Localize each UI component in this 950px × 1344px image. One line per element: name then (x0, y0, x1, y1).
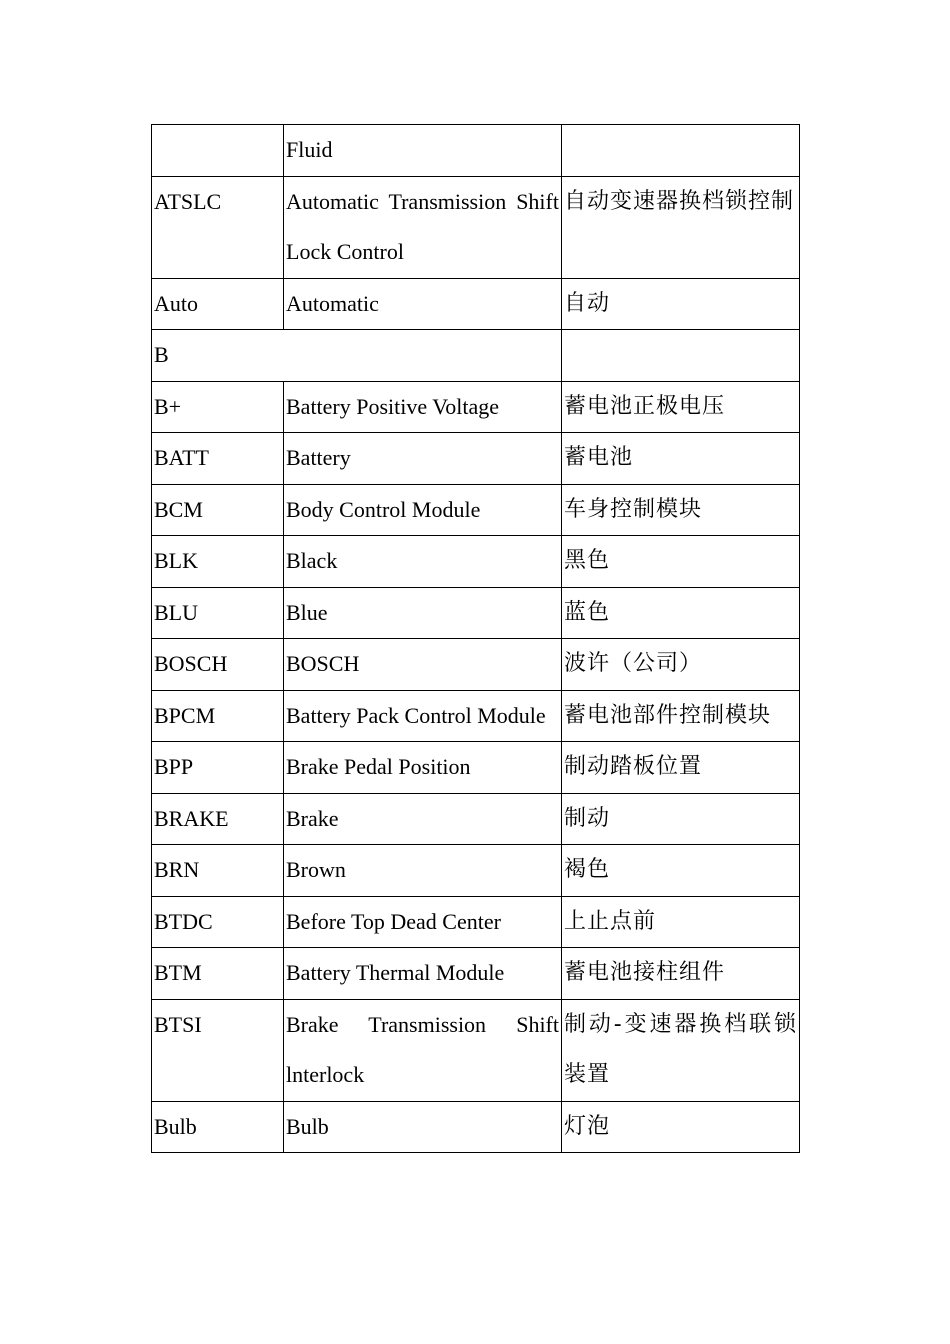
abbreviation-cell: BOSCH (152, 639, 284, 691)
english-term-cell: Brake Transmission Shift lnterlock (284, 999, 562, 1101)
table-row (152, 587, 800, 639)
abbreviation-cell: BRN (152, 845, 284, 897)
english-term-cell: Automatic (284, 278, 562, 330)
chinese-term-cell: 蓄电池 (562, 433, 800, 485)
table-row (152, 433, 800, 485)
chinese-term-cell: 制动踏板位置 (562, 742, 800, 794)
english-term-cell: Black (284, 536, 562, 588)
chinese-term-cell (562, 330, 800, 382)
chinese-term-cell: 制动-变速器换档联锁装置 (562, 999, 800, 1101)
chinese-term-cell: 自动 (562, 278, 800, 330)
abbreviation-cell: BTM (152, 948, 284, 1000)
table-row (152, 125, 800, 177)
english-term-cell: Brown (284, 845, 562, 897)
abbreviation-cell: BPP (152, 742, 284, 794)
section-header-row (152, 330, 800, 382)
chinese-term-cell (562, 125, 800, 177)
english-term-cell: Brake Pedal Position (284, 742, 562, 794)
abbreviation-cell: BATT (152, 433, 284, 485)
abbreviation-cell: BLK (152, 536, 284, 588)
english-term-cell: Battery Pack Control Module (284, 690, 562, 742)
table-row (152, 845, 800, 897)
chinese-term-cell: 黑色 (562, 536, 800, 588)
english-term-cell: Battery (284, 433, 562, 485)
abbreviation-cell: Bulb (152, 1101, 284, 1153)
english-term-cell: Automatic Transmission Shift Lock Control (284, 176, 562, 278)
table-row (152, 999, 800, 1101)
english-term-cell: Blue (284, 587, 562, 639)
chinese-term-cell: 蓝色 (562, 587, 800, 639)
abbreviation-cell: ATSLC (152, 176, 284, 278)
table-row (152, 742, 800, 794)
chinese-term-cell: 蓄电池正极电压 (562, 381, 800, 433)
chinese-term-cell: 波许（公司） (562, 639, 800, 691)
english-term-cell: Battery Positive Voltage (284, 381, 562, 433)
english-term-cell: Brake (284, 793, 562, 845)
section-letter-cell: B (152, 330, 562, 382)
chinese-term-cell: 蓄电池部件控制模块 (562, 690, 800, 742)
table-row (152, 484, 800, 536)
table-row (152, 381, 800, 433)
table-row (152, 896, 800, 948)
abbreviation-cell: B+ (152, 381, 284, 433)
abbreviation-cell: BLU (152, 587, 284, 639)
table-row (152, 690, 800, 742)
english-term-cell: Before Top Dead Center (284, 896, 562, 948)
english-term-cell: BOSCH (284, 639, 562, 691)
abbreviation-cell: Auto (152, 278, 284, 330)
abbreviation-cell: BPCM (152, 690, 284, 742)
abbreviation-cell (152, 125, 284, 177)
abbreviation-cell: BTDC (152, 896, 284, 948)
abbreviation-cell: BRAKE (152, 793, 284, 845)
chinese-term-cell: 蓄电池接柱组件 (562, 948, 800, 1000)
chinese-term-cell: 车身控制模块 (562, 484, 800, 536)
chinese-term-cell: 褐色 (562, 845, 800, 897)
english-term-cell: Bulb (284, 1101, 562, 1153)
chinese-term-cell: 上止点前 (562, 896, 800, 948)
english-term-cell: Battery Thermal Module (284, 948, 562, 1000)
english-term-cell: Fluid (284, 125, 562, 177)
table-row (152, 1101, 800, 1153)
table-row (152, 536, 800, 588)
chinese-term-cell: 自动变速器换档锁控制 (562, 176, 800, 278)
table-row (152, 639, 800, 691)
table-row (152, 948, 800, 1000)
table-row (152, 176, 800, 278)
abbreviation-table (151, 124, 800, 1153)
chinese-term-cell: 制动 (562, 793, 800, 845)
abbreviation-cell: BTSI (152, 999, 284, 1101)
table-row (152, 278, 800, 330)
chinese-term-cell: 灯泡 (562, 1101, 800, 1153)
table-row (152, 793, 800, 845)
english-term-cell: Body Control Module (284, 484, 562, 536)
abbreviation-cell: BCM (152, 484, 284, 536)
